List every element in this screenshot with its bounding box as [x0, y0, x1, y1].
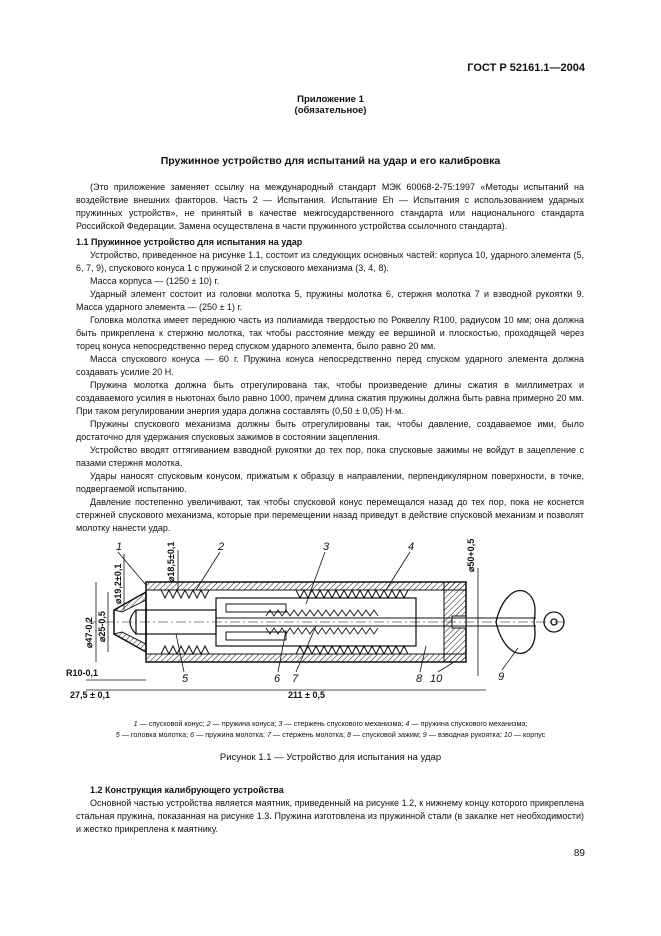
callout-3: 3	[323, 541, 330, 553]
paragraph: Масса корпуса — (1250 ± 10) г.	[90, 276, 220, 286]
legend-num: 6	[190, 730, 195, 739]
dim-211: 211 ± 0,5	[288, 690, 325, 700]
callout-6: 6	[274, 673, 281, 685]
callout-1: 1	[116, 541, 123, 553]
dim-d19: ⌀19,2±0,1	[113, 563, 123, 604]
legend-text: — стержень молотка;	[271, 730, 347, 739]
callout-5: 5	[182, 673, 189, 685]
hammer-spring-rod	[86, 610, 566, 634]
figure-caption: Рисунок 1.1 — Устройство для испытания на удар	[219, 752, 442, 763]
dim-27-5: 27,5 ± 0,1	[70, 690, 110, 700]
paragraph: Устройство, приведенное на рисунке 1.1, состоит из следующих основных частей: корпуса 10, ударного элемента (5, 6, 7, 9), спускового конуса 1 с пружиной 2 и спускового механизма (3, 4, 8).	[76, 250, 584, 273]
paragraph: Головка молотка имеет переднюю часть из полиамида твердостью по Роквеллу R100, радиусом 10 мм; она должна быть прикреплена к стержню молотка, так чтобы расстояние между ее вершиной и плоскостью, проходящей через торец конуса непосредственно перед спуском ударного элемента, было равно 20 мм.	[76, 315, 584, 351]
page-number: 89	[573, 848, 585, 859]
legend-num: 2	[206, 719, 211, 728]
legend-num: 5	[115, 730, 120, 739]
legend-text: — стержень спускового механизма;	[282, 719, 406, 728]
document-title: Пружинное устройство для испытаний на удар и его калибровка	[160, 155, 501, 167]
annex-title	[0, 94, 661, 116]
legend-text: — спусковой зажим;	[351, 730, 423, 739]
figure-legend	[40, 718, 621, 740]
intro-block	[76, 181, 584, 233]
dim-d50: ⌀50+0,5	[466, 538, 476, 572]
legend-num: 8	[347, 730, 351, 739]
legend-num: 1	[133, 719, 138, 728]
section-1-1	[76, 236, 584, 535]
legend-text: — пружина конуса;	[210, 719, 279, 728]
legend-num: 7	[267, 730, 272, 739]
paragraph: Давление постепенно увеличивают, так чтобы спусковой конус перемещался назад до тех пор, пока не коснется стержней спускового механизма, которые при перемещении назад приведут в действие спусковой механизм и позволят молотку нанести удар.	[76, 497, 584, 533]
legend-num: 10	[503, 730, 512, 739]
dim-d25: ⌀25-0,5	[97, 611, 107, 642]
legend-line-1	[40, 718, 621, 729]
annex-line1: Приложение 1	[297, 94, 364, 105]
dim-d47: ⌀47-0,2	[84, 617, 94, 648]
paragraph: Основной частью устройства является маятник, приведенный на рисунке 1.2, к нижнему концу которого прикреплена стальная пружина, показанная на рисунке 1.3. Пружина изготовлена из пружинной стали (в закалке нет необходимости) и жестко прикреплена к маятнику.	[76, 798, 584, 834]
paragraph: Удары наносят спусковым конусом, прижатым к образцу в направлении, перпендикулярном поверхности, в точке, подвергаемой испытанию.	[76, 471, 584, 494]
legend-text: — пружина спускового механизма;	[409, 719, 528, 728]
intro-paragraph: (Это приложение заменяет ссылку на международный стандарт МЭК 60068-2-75:1997 «Методы испытаний на воздействие внешних факторов. Часть 2 — Испытания. Испытание Eh — Испытания с использованием ударных пружинных устройств», не принятый в качестве межгосударственного стандарта или национального стандарта Российской Федерации. Замена осуществлена в части пружинного устройства ссылочного стандарта).	[76, 182, 584, 231]
legend-num: 3	[278, 719, 283, 728]
callout-8: 8	[416, 673, 423, 685]
callout-2: 2	[218, 541, 225, 553]
section-1-2-heading: 1.2 Конструкция калибрующего устройства	[90, 785, 284, 795]
legend-text: — корпус	[511, 730, 546, 739]
legend-text: — головка молотка;	[119, 730, 191, 739]
section-1-1-heading: 1.1 Пружинное устройство для испытания на удар	[76, 237, 303, 247]
legend-text: — спусковой конус;	[137, 719, 207, 728]
annex-line2: (обязательное)	[294, 105, 367, 116]
legend-num: 4	[405, 719, 410, 728]
callout-10: 10	[430, 673, 443, 685]
callout-9: 9	[498, 671, 505, 683]
standard-number: ГОСТ Р 52161.1—2004	[467, 62, 585, 74]
legend-line-2	[40, 729, 621, 740]
legend-text: — пружина молотка;	[194, 730, 268, 739]
impact-device-drawing	[66, 530, 596, 710]
paragraph: Пружина молотка должна быть отрегулирована так, чтобы произведение длины сжатия в миллиметрах и создаваемого усилия в ньютонах было равно 1000, причем длина сжатия пружины должна быть равна примерно 20 мм. При таком регулировании энергия удара должна составлять (0,50 ± 0,05) Н·м.	[76, 380, 584, 416]
paragraph: Масса спускового конуса — 60 г. Пружина конуса непосредственно перед спуском ударного элемента должна создавать усилие 20 Н.	[76, 354, 584, 377]
paragraph: Ударный элемент состоит из головки молотка 5, пружины молотка 6, стержня молотка 7 и взводной рукоятки 9. Масса ударного элемента — (250 ± 1) г.	[76, 289, 584, 312]
callout-4: 4	[408, 541, 415, 553]
paragraph: Устройство вводят оттягиванием взводной рукоятки до тех пор, пока спусковые зажимы не войдут в зацепление с пазами стержня молотка.	[76, 445, 584, 468]
legend-text: — взводная рукоятка;	[426, 730, 504, 739]
callout-7: 7	[292, 673, 299, 685]
paragraph: Пружины спускового механизма должны быть отрегулированы так, чтобы давление, создаваемое ими, было достаточно для удержания спусковых зажимов в состоянии зацепления.	[76, 419, 584, 442]
dim-d18: ⌀18,5±0,1	[166, 541, 176, 582]
section-1-2	[76, 784, 584, 836]
dim-r10: R10-0,1	[66, 668, 99, 678]
legend-num: 9	[422, 730, 427, 739]
